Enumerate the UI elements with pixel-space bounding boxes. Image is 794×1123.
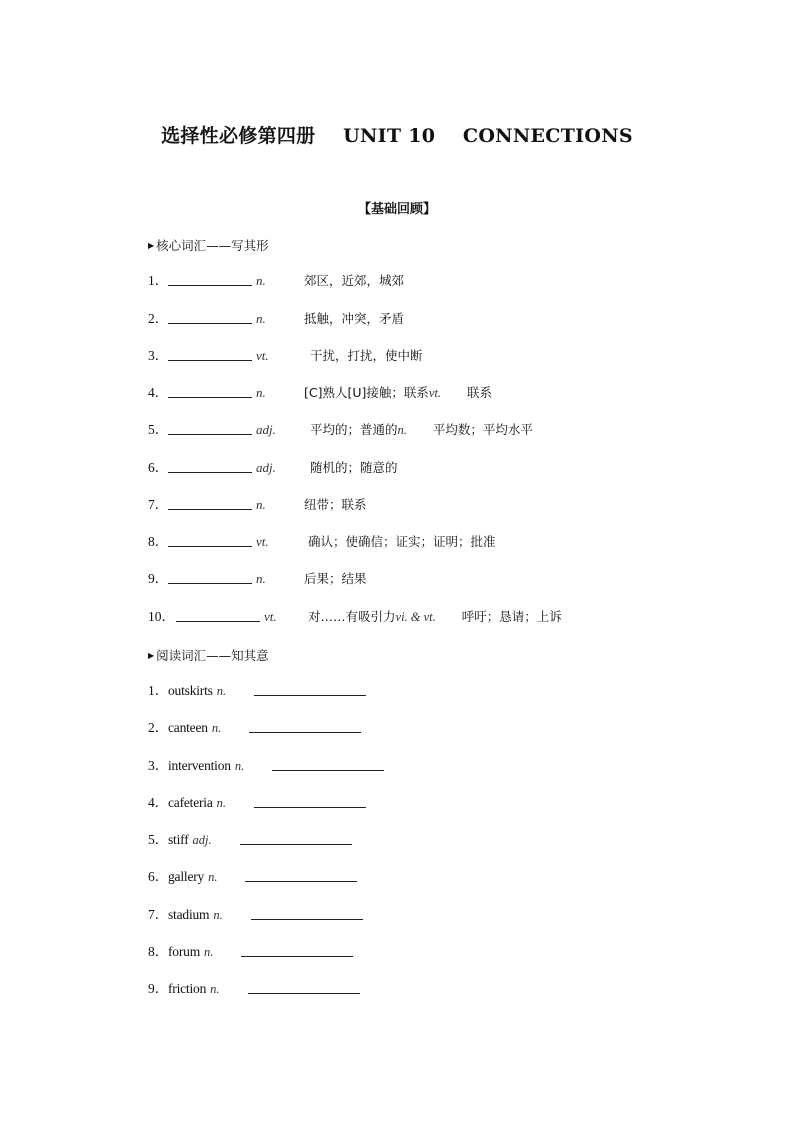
reading-row-5: 5．stiff adj. xyxy=(148,831,352,849)
reading-row-7: 7．stadium n. xyxy=(148,906,363,924)
answer-blank[interactable] xyxy=(168,570,252,584)
vocab-row-4: 4． n. [C]熟人[U]接触；联系vt. 联系 xyxy=(148,385,493,400)
answer-blank[interactable] xyxy=(272,757,384,771)
triangle-bullet-icon: ▶ xyxy=(148,651,155,660)
answer-blank[interactable] xyxy=(168,310,252,324)
answer-blank[interactable] xyxy=(240,831,352,845)
answer-blank[interactable] xyxy=(245,868,357,882)
answer-blank[interactable] xyxy=(168,384,252,398)
reading-row-2: 2．canteen n. xyxy=(148,719,361,737)
vocab-row-1: 1． n. 郊区，近郊，城郊 xyxy=(148,273,405,288)
answer-blank[interactable] xyxy=(254,682,366,696)
answer-blank[interactable] xyxy=(248,980,360,994)
answer-blank[interactable] xyxy=(168,459,252,473)
reading-row-6: 6．gallery n. xyxy=(148,868,357,886)
reading-row-1: 1．outskirts n. xyxy=(148,682,366,700)
vocab-row-8: 8． vt. 确认；使确信；证实；证明；批准 xyxy=(148,534,496,549)
reading-row-9: 9．friction n. xyxy=(148,980,360,998)
answer-blank[interactable] xyxy=(251,906,363,920)
section-label: 【基础回顾】 xyxy=(357,202,436,217)
answer-blank[interactable] xyxy=(241,943,353,957)
answer-blank[interactable] xyxy=(168,533,252,547)
vocab-row-10: 10． vt. 对……有吸引力vi. & vt. 呼吁；恳请；上诉 xyxy=(148,609,562,624)
answer-blank[interactable] xyxy=(168,272,252,286)
answer-blank[interactable] xyxy=(168,421,252,435)
answer-blank[interactable] xyxy=(249,719,361,733)
vocab-row-2: 2． n. 抵触，冲突，矛盾 xyxy=(148,311,405,326)
answer-blank[interactable] xyxy=(168,347,252,361)
part2-heading: ▶ 阅读词汇——知其意 xyxy=(148,648,269,663)
vocab-row-3: 3． vt. 干扰，打扰，使中断 xyxy=(148,348,423,363)
vocab-row-5: 5． adj. 平均的；普通的n. 平均数；平均水平 xyxy=(148,422,533,437)
vocab-row-7: 7． n. 纽带；联系 xyxy=(148,497,367,512)
reading-row-3: 3．intervention n. xyxy=(148,757,384,775)
triangle-bullet-icon: ▶ xyxy=(148,241,155,250)
answer-blank[interactable] xyxy=(254,794,366,808)
reading-row-4: 4．cafeteria n. xyxy=(148,794,366,812)
reading-row-8: 8．forum n. xyxy=(148,943,353,961)
page-title: 选择性必修第四册 UNIT 10 CONNECTIONS xyxy=(161,125,633,147)
vocab-row-9: 9． n. 后果；结果 xyxy=(148,571,367,586)
vocab-row-6: 6． adj. 随机的；随意的 xyxy=(148,460,398,475)
answer-blank[interactable] xyxy=(176,608,260,622)
answer-blank[interactable] xyxy=(168,496,252,510)
part1-heading: ▶ 核心词汇——写其形 xyxy=(148,238,269,253)
